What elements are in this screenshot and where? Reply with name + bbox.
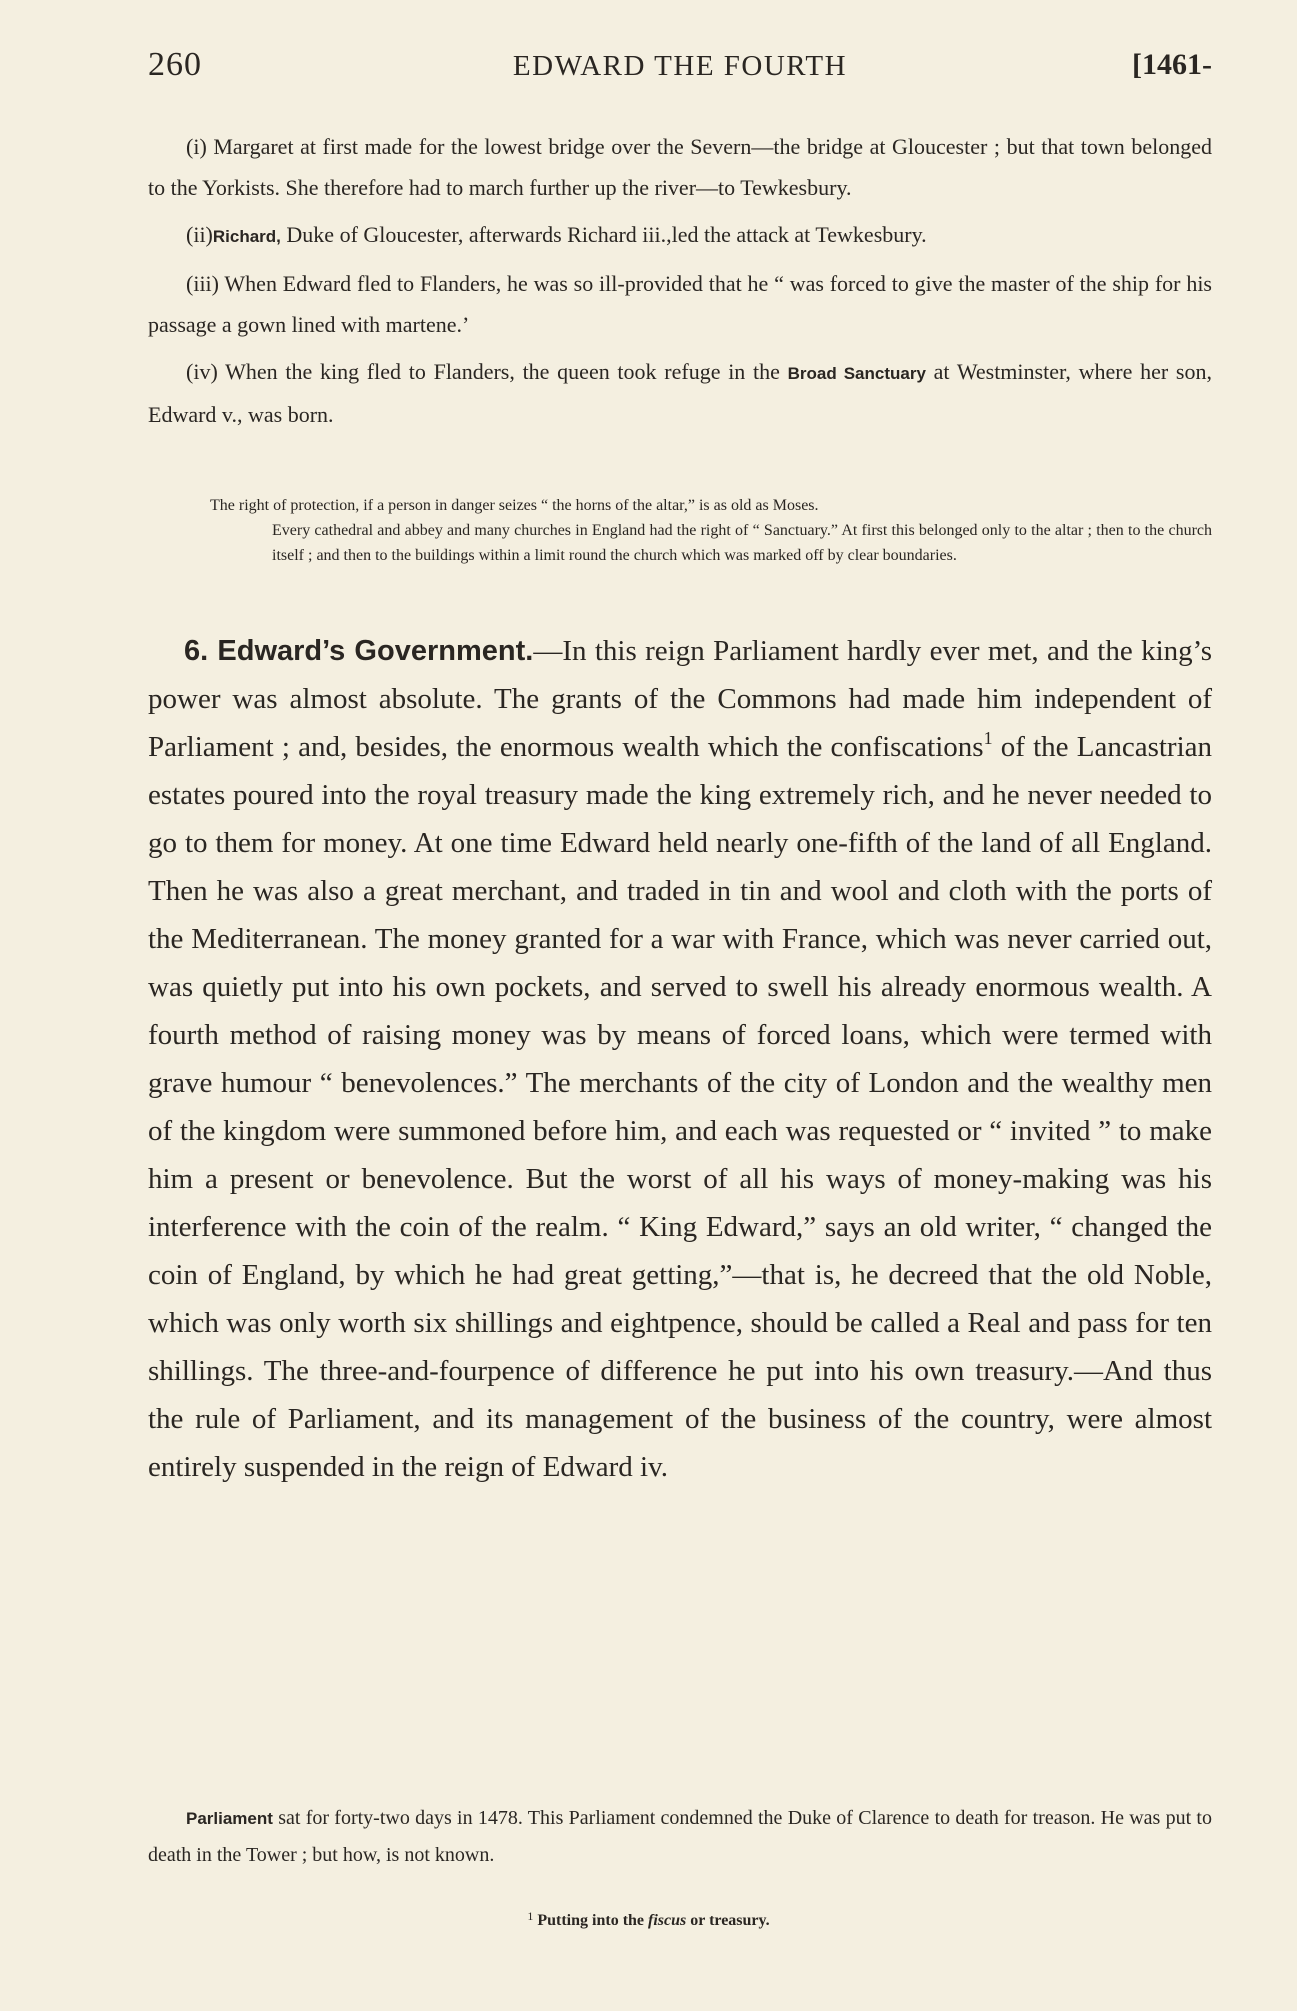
- note-iv-text-b: at Westminster, where her son, Edward v., was born.: [148, 359, 1212, 427]
- note-ii-name: Richard,: [212, 227, 281, 246]
- battle-notes: [148, 126, 1212, 441]
- section-heading: 6. Edward’s Government.: [184, 635, 534, 667]
- note-iii: (iii) When Edward fled to Flanders, he was so ill-provided that he “ was forced to give the master of the ship for his passage a gown lined with martene.’: [148, 271, 1212, 337]
- section-paragraph: [148, 627, 1212, 1491]
- running-title: EDWARD THE FOURTH: [512, 50, 848, 82]
- footnote: [0, 1909, 1297, 1930]
- parliament-note-paragraph: [148, 1800, 1212, 1873]
- section-body-1: —In this reign Parliament hardly ever met, and the king’s power was almost absolute. The grants of the Commons had made him independent of Parliament ; and, besides, the enormous wealth which the confiscations: [148, 635, 1212, 763]
- parliament-note-lead: Parliament: [186, 1809, 273, 1828]
- sanctuary-note-line1: The right of protection, if a person in danger seizes “ the horns of the altar,” is as old as Moses.: [210, 497, 819, 514]
- year-marker: [1461-: [1132, 48, 1212, 81]
- note-i: (i) Margaret at first made for the lowest bridge over the Severn—the bridge at Gloucester ; but that town belonged to the Yorkists. She therefore had to march further up the river—to Tewkesbury.: [148, 134, 1212, 200]
- section-6: [148, 627, 1212, 1491]
- footnote-marker: 1: [527, 1909, 534, 1923]
- parliament-note: [148, 1800, 1212, 1873]
- note-ii: [148, 214, 1212, 257]
- parliament-note-text: sat for forty-two days in 1478. This Parliament condemned the Duke of Clarence to death for treason. He was put to death in the Tower ; but how, is not known.: [148, 1807, 1212, 1866]
- note-ii-text: Duke of Gloucester, afterwards Richard iii.,led the attack at Tewkesbury.: [280, 222, 927, 247]
- section-body-2: of the Lancastrian estates poured into the royal treasury made the king extremely rich, and he never needed to go to them for money. At one time Edward held nearly one-fifth of the land of all England. Then he was also a great merchant, and traded in tin and wool and cloth with the ports of the Mediterranean. The money granted for a war with France, which was never carried out, was quietly put into his own pockets, and served to swell his already enormous wealth. A fourth method of raising money was by means of forced loans, which were termed with grave humour “ benevolences.” The merchants of the city of London and the wealthy men of the kingdom were summoned before him, and each was requested or “ invited ” to make him a present or benevolence. But the worst of all his ways of money-making was his interference with the coin of the realm. “ King Edward,” says an old writer, “ changed the coin of England, by which he had great getting,”—that is, he decreed that the old Noble, which was only worth six shillings and eightpence, should be called a Real and pass for ten shillings. The three-and-fourpence of difference he put into his own treasury.—And thus the rule of Parliament, and its management of the business of the country, were almost entirely suspended in the reign of Edward iv.: [148, 731, 1212, 1483]
- footnote-term: fiscus: [648, 1912, 687, 1929]
- running-header: [148, 46, 1212, 96]
- footnote-text-a: Putting into the: [533, 1912, 649, 1929]
- note-ii-number: (ii): [186, 222, 213, 247]
- note-iv: [148, 351, 1212, 435]
- page-number: 260: [148, 46, 202, 83]
- sanctuary-note: [210, 493, 1212, 568]
- note-iv-text-a: (iv) When the king fled to Flanders, the queen took refuge in the: [186, 359, 788, 384]
- sanctuary-note-body: Every cathedral and abbey and many churches in England had the right of “ Sanctuary.” At first this belonged only to the altar ; then to the church itself ; and then to the buildings within a limit round the church which was marked off by clear boundaries.: [272, 522, 1212, 564]
- footnote-reference: 1: [983, 728, 993, 748]
- note-iv-term: Broad Sanctuary: [787, 364, 926, 383]
- sanctuary-note-rest: [210, 518, 1212, 568]
- footnote-text-b: or treasury.: [686, 1912, 770, 1929]
